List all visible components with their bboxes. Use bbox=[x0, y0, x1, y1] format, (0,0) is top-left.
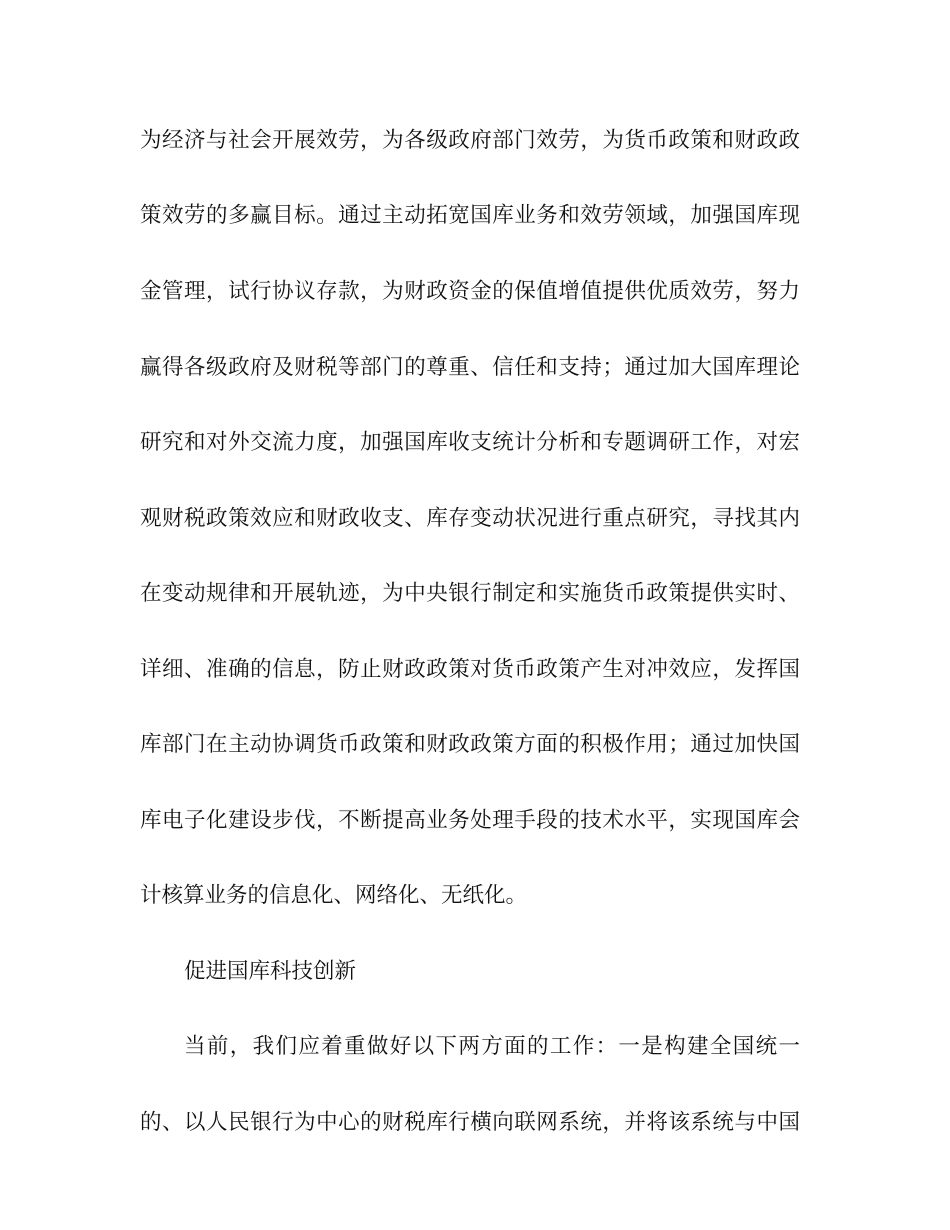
paragraph-line: 为经济与社会开展效劳，为各级政府部门效劳，为货币政策和财政政 bbox=[140, 128, 800, 153]
paragraph-line: 库电子化建设步伐，不断提高业务处理手段的技术水平，实现国库会 bbox=[140, 808, 800, 833]
paragraph-line: 详细、准确的信息，防止财政政策对货币政策产生对冲效应，发挥国 bbox=[140, 657, 800, 682]
paragraph-line: 当前，我们应着重做好以下两方面的工作：一是构建全国统一 bbox=[184, 1034, 800, 1059]
paragraph-line: 赢得各级政府及财税等部门的尊重、信任和支持；通过加大国库理论 bbox=[140, 355, 800, 380]
paragraph-line: 的、以人民银行为中心的财税库行横向联网系统，并将该系统与中国 bbox=[140, 1110, 800, 1135]
paragraph-line: 金管理，试行协议存款，为财政资金的保值增值提供优质效劳，努力 bbox=[140, 279, 800, 304]
paragraph-line: 库部门在主动协调货币政策和财政政策方面的积极作用；通过加快国 bbox=[140, 732, 800, 757]
paragraph-line: 策效劳的多赢目标。通过主动拓宽国库业务和效劳领域，加强国库现 bbox=[140, 203, 800, 228]
section-heading: 促进国库科技创新 bbox=[184, 959, 357, 984]
paragraph-line: 在变动规律和开展轨迹，为中央银行制定和实施货币政策提供实时、 bbox=[140, 581, 800, 606]
paragraph-line: 观财税政策效应和财政收支、库存变动状况进行重点研究，寻找其内 bbox=[140, 506, 800, 531]
paragraph-line: 研究和对外交流力度，加强国库收支统计分析和专题调研工作，对宏 bbox=[140, 430, 800, 455]
paragraph-line: 计核算业务的信息化、网络化、无纸化。 bbox=[140, 883, 528, 908]
